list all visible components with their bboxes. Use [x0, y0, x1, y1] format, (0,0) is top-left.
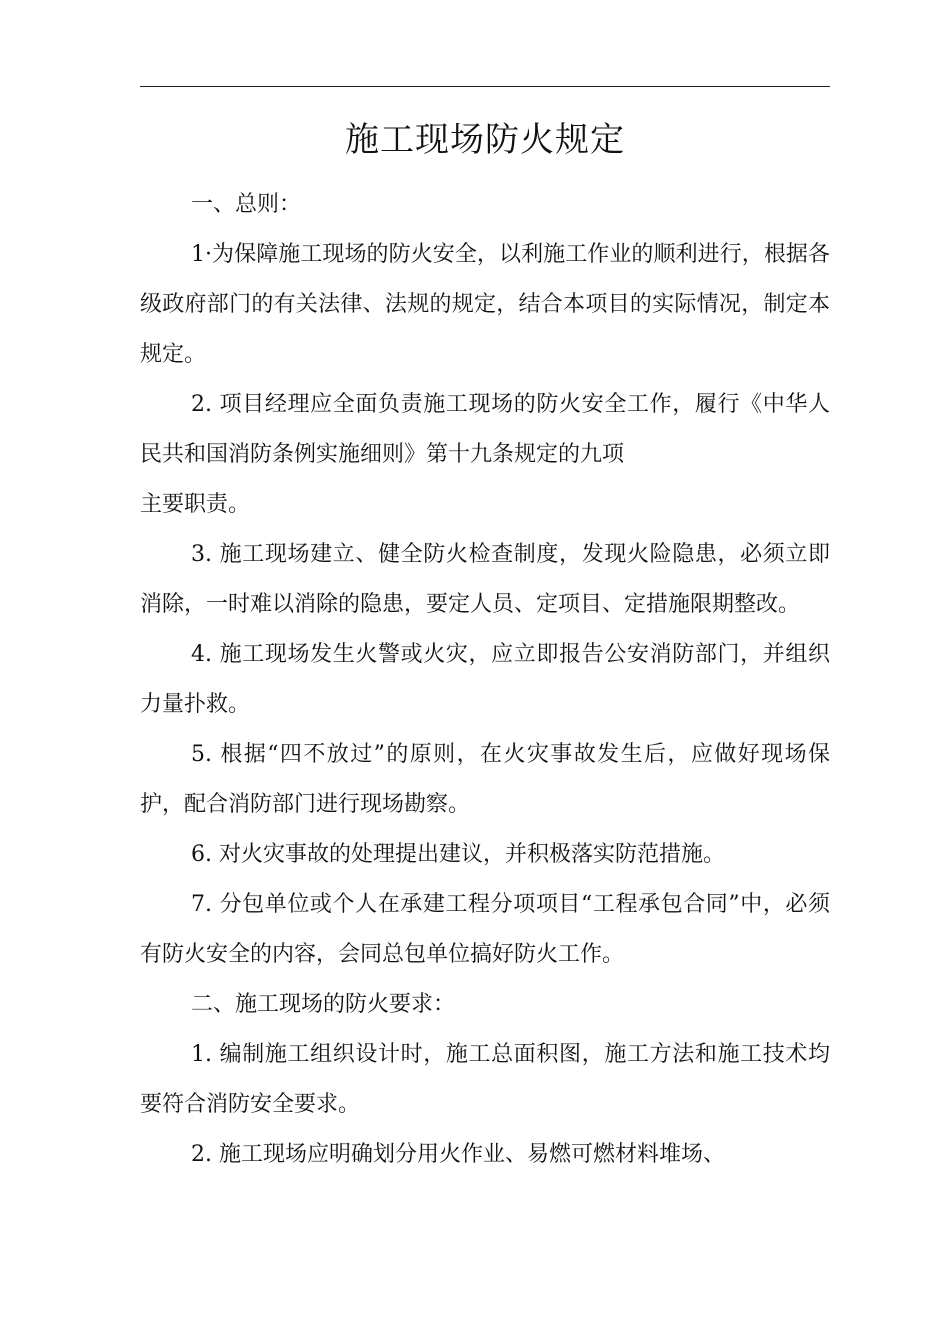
paragraph-2-continued: 主要职责。	[140, 492, 251, 517]
document-title: 施工现场防火规定	[345, 120, 625, 160]
paragraph-6: 6. 对火灾事故的处理提出建议，并积极落实防范措施。	[191, 842, 725, 867]
section-heading-general: 一、总则：	[191, 192, 302, 217]
header-rule	[140, 86, 830, 87]
requirement-2: 2. 施工现场应明确划分用火作业、易燃可燃材料堆场、	[191, 1142, 725, 1167]
paragraph-3: 3. 施工现场建立、健全防火检查制度，发现火险隐患，必须立即消除，一时难以消除的隐患，要定人员、定项目、定措施限期整改。	[140, 542, 830, 617]
paragraph-1: 1·为保障施工现场的防火安全，以利施工作业的顺利进行，根据各级政府部门的有关法律、法规的规定，结合本项目的实际情况，制定本规定。	[140, 242, 830, 367]
document-body	[140, 180, 830, 1180]
paragraph-2: 2. 项目经理应全面负责施工现场的防火安全工作，履行《中华人民共和国消防条例实施细则》第十九条规定的九项	[140, 392, 830, 467]
requirement-1: 1. 编制施工组织设计时，施工总面积图，施工方法和施工技术均要符合消防安全要求。	[140, 1042, 830, 1117]
paragraph-4: 4. 施工现场发生火警或火灾，应立即报告公安消防部门，并组织力量扑救。	[140, 642, 830, 717]
section-heading-requirements: 二、施工现场的防火要求：	[191, 992, 456, 1017]
paragraph-5: 5. 根据“四不放过”的原则，在火灾事故发生后，应做好现场保护，配合消防部门进行现场勘察。	[140, 742, 830, 817]
paragraph-7: 7. 分包单位或个人在承建工程分项项目“工程承包合同”中，必须有防火安全的内容，会同总包单位搞好防火工作。	[140, 892, 830, 967]
